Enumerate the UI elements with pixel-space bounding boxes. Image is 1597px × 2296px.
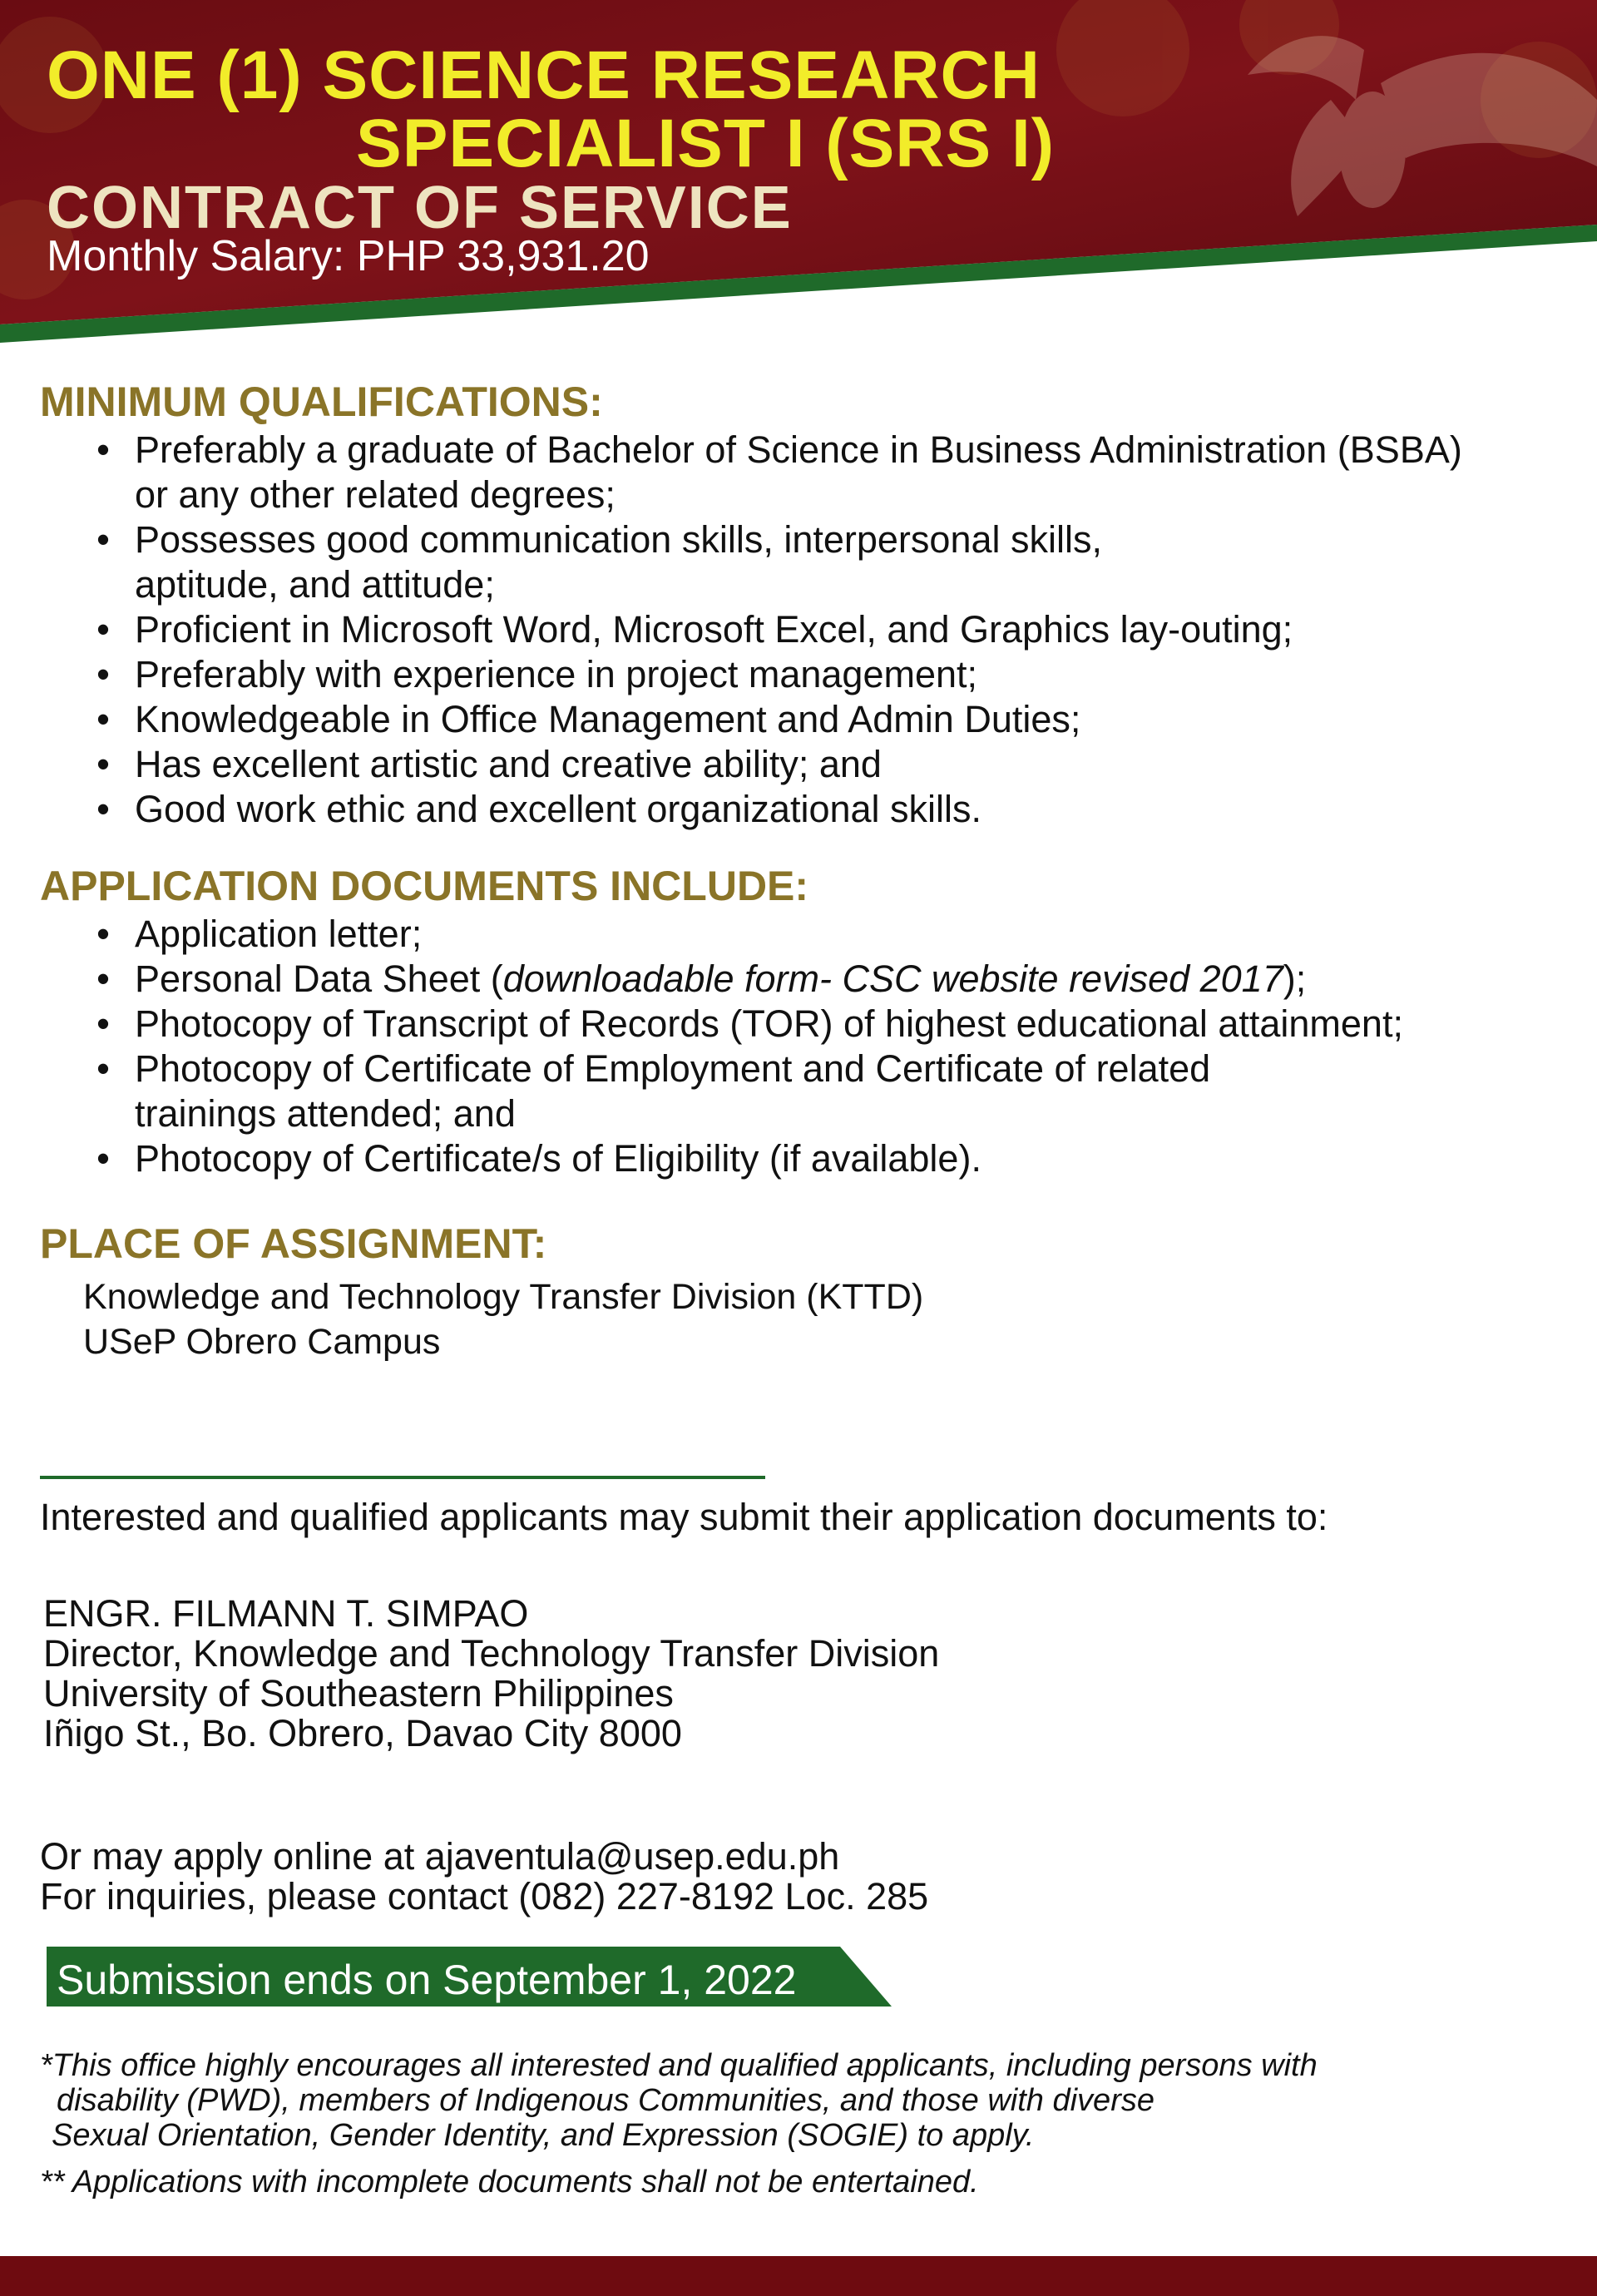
bullet-icon: • [96,698,110,740]
apply-online-text: Or may apply online at ajaventula@usep.edu.ph [40,1835,840,1878]
deadline-text: Submission ends on September 1, 2022 [57,1957,797,2003]
list-item: • Application letter; [87,912,1550,957]
assignment-division: Knowledge and Technology Transfer Division (KTTD) [83,1277,924,1317]
bullet-icon: • [96,653,110,695]
list-item: • Photocopy of Certificate/s of Eligibility (if available). [87,1136,1550,1181]
assignment-heading: PLACE OF ASSIGNMENT: [40,1220,547,1267]
note-line-2: disability (PWD), members of Indigenous Communities, and those with diverse [57,2083,1154,2118]
inquiries-text: For inquiries, please contact (082) 227-8192 Loc. 285 [40,1875,929,1917]
title-line-1: ONE (1) SCIENCE RESEARCH [47,37,1041,113]
list-item: • Good work ethic and excellent organizational skills. [87,787,1517,832]
documents-list [87,912,1550,1181]
list-item: • Photocopy of Transcript of Records (TOR) of highest educational attainment; [87,1002,1550,1047]
bullet-icon: • [96,788,110,830]
list-item: • Preferably a graduate of Bachelor of Science in Business Administration (BSBA) or any other related degrees; [87,428,1517,517]
list-item: • Personal Data Sheet (downloadable form- CSC website revised 2017); [87,957,1550,1002]
title-line-2: SPECIALIST I (SRS I) [356,106,1056,181]
bullet-icon: • [96,957,110,1000]
list-item: • Preferably with experience in project management; [87,652,1517,697]
contact-position: Director, Knowledge and Technology Transfer Division [43,1632,940,1675]
contact-address: Iñigo St., Bo. Obrero, Davao City 8000 [43,1712,682,1754]
header-banner [0,0,1597,383]
bullet-icon: • [96,913,110,955]
note-line-4: ** Applications with incomplete documents shall not be entertained. [40,2165,979,2200]
list-item: • Has excellent artistic and creative ability; and [87,742,1517,787]
bullet-icon: • [96,428,110,471]
bullet-icon: • [96,518,110,561]
footer-bar [0,2256,1597,2296]
assignment-campus: USeP Obrero Campus [83,1322,441,1362]
subtitle: CONTRACT OF SERVICE [47,175,793,241]
list-item: • Photocopy of Certificate of Employment and Certificate of related trainings attended; and [87,1047,1550,1136]
qualifications-heading: MINIMUM QUALIFICATIONS: [40,379,603,425]
note-line-1: *This office highly encourages all interested and qualified applicants, including persons with [40,2048,1318,2083]
list-item: • Possesses good communication skills, interpersonal skills, aptitude, and attitude; [87,517,1517,607]
list-item: • Proficient in Microsoft Word, Microsoft Excel, and Graphics lay-outing; [87,607,1517,652]
bullet-icon: • [96,608,110,651]
list-item: • Knowledgeable in Office Management and Admin Duties; [87,697,1517,742]
qualifications-list [87,428,1517,832]
documents-heading: APPLICATION DOCUMENTS INCLUDE: [40,863,809,909]
bullet-icon: • [96,1137,110,1180]
bullet-icon: • [96,1002,110,1045]
bullet-icon: • [96,743,110,785]
contact-university: University of Southeastern Philippines [43,1672,674,1715]
bullet-icon: • [96,1047,110,1090]
contact-name: ENGR. FILMANN T. SIMPAO [43,1592,529,1635]
note-line-3: Sexual Orientation, Gender Identity, and Expression (SOGIE) to apply. [52,2118,1035,2153]
submission-intro: Interested and qualified applicants may submit their application documents to: [40,1496,1328,1538]
divider-line [40,1476,765,1479]
monthly-salary: Monthly Salary: PHP 33,931.20 [47,232,650,280]
